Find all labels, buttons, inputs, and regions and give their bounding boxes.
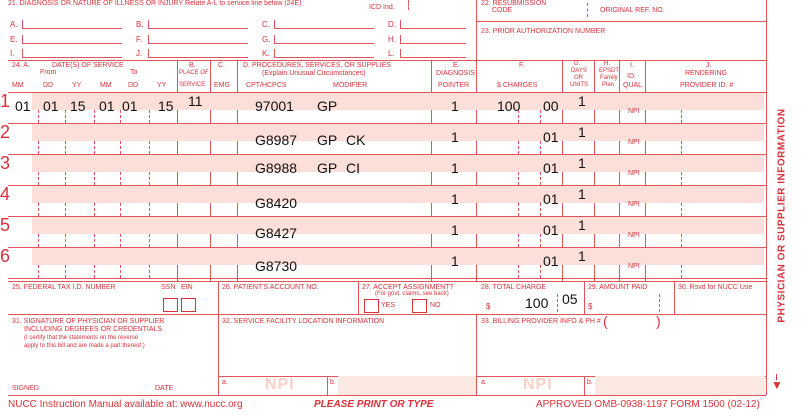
federal-tax-id-label: 25. FEDERAL TAX I.D. NUMBER	[12, 284, 116, 291]
row-dd1[interactable]: 01	[43, 98, 59, 114]
diag-letter-h: H.	[388, 35, 396, 44]
diag-field-l[interactable]	[400, 57, 466, 58]
diag-field-c[interactable]	[274, 28, 374, 29]
row-mod2[interactable]: CK	[346, 132, 366, 148]
ein-checkbox[interactable]	[181, 298, 196, 312]
row-pointer[interactable]: 1	[451, 222, 459, 238]
cpt-hcpcs-label: CPT/HCPCS	[246, 82, 287, 89]
rendering-provider-label: RENDERING	[685, 70, 728, 77]
billing-33b-field[interactable]	[595, 376, 765, 395]
row-pointer[interactable]: 1	[451, 160, 459, 176]
diag-letter-f: F.	[136, 35, 143, 44]
emg-label: EMG	[214, 82, 230, 89]
row-num: 3	[0, 153, 11, 173]
diagnosis-label: 21. DIAGNOSIS OR NATURE OF ILLNESS OR INJURY Relate A-L to service line below (24E)	[8, 0, 302, 7]
print-or-type-text: PLEASE PRINT OR TYPE	[314, 399, 434, 410]
row-mm2[interactable]: 01	[99, 98, 115, 114]
row-cpt[interactable]: G8987	[255, 132, 298, 148]
ssn-label: SSN	[161, 284, 176, 291]
row-pointer[interactable]: 1	[451, 129, 459, 145]
row-num: 1	[0, 91, 11, 111]
row-npi: NPI	[628, 232, 640, 239]
row-units[interactable]: 1	[578, 186, 586, 202]
row-cpt[interactable]: 97001	[255, 98, 294, 114]
row-pointer[interactable]: 1	[451, 191, 459, 207]
diag-field-j[interactable]	[148, 57, 248, 58]
row-cents[interactable]: 01	[543, 129, 559, 145]
row-cpt[interactable]: G8730	[255, 258, 298, 274]
diag-field-g[interactable]	[274, 43, 374, 44]
row-cpt[interactable]: G8988	[255, 160, 298, 176]
row-npi: NPI	[628, 263, 640, 270]
row-npi: NPI	[628, 201, 640, 208]
date-label: DATE	[155, 385, 174, 392]
row-num: 5	[0, 215, 11, 235]
modifier-label: MODIFIER	[333, 82, 368, 89]
resubmission-code-label: CODE	[492, 7, 513, 14]
diag-letter-l: L.	[388, 49, 395, 58]
row-npi: NPI	[628, 170, 640, 177]
diag-letter-a: A.	[10, 20, 18, 29]
row-mm1[interactable]: 01	[15, 98, 31, 114]
facility-32b-field[interactable]	[338, 376, 476, 395]
diag-letter-c: C.	[262, 20, 270, 29]
total-charge-value[interactable]: 100	[525, 295, 549, 311]
shaded-band	[32, 248, 764, 265]
shaded-band	[32, 217, 764, 234]
row-mod1[interactable]: GP	[317, 160, 338, 176]
days-units-label: DAYS	[571, 68, 587, 74]
row-yy1[interactable]: 15	[70, 98, 86, 114]
row-cpt[interactable]: G8420	[255, 195, 298, 211]
resubmission-label: 22. RESUBMISSION	[481, 0, 547, 7]
diag-letter-g: G.	[262, 35, 271, 44]
row-pos[interactable]: 11	[188, 93, 203, 109]
ein-label: EIN	[181, 284, 193, 291]
prior-auth-label: 23. PRIOR AUTHORIZATION NUMBER	[481, 28, 606, 35]
row-cents[interactable]: 01	[543, 160, 559, 176]
diag-field-k[interactable]	[274, 57, 374, 58]
patient-account-label: 26. PATIENT'S ACCOUNT NO.	[222, 284, 319, 291]
row-mod2[interactable]: CI	[346, 160, 360, 176]
row-num: 4	[0, 184, 11, 204]
diagnosis-pointer-label: DIAGNOSIS	[436, 70, 475, 77]
row-units[interactable]: 1	[578, 155, 586, 171]
row-cents[interactable]: 01	[543, 222, 559, 238]
rsvd-nucc-label: 30. Rsvd for NUCC Use	[678, 284, 753, 291]
shaded-band	[32, 186, 764, 203]
omb-approval-text: APPROVED OMB-0938-1197 FORM 1500 (02-12)	[536, 399, 760, 410]
row-cents[interactable]: 01	[543, 253, 559, 269]
row-units[interactable]: 1	[578, 124, 586, 140]
row-units[interactable]: 1	[578, 217, 586, 233]
amount-paid-label: 29. AMOUNT PAID	[588, 284, 648, 291]
accept-assignment-label: 27. ACCEPT ASSIGNMENT?	[362, 284, 454, 291]
diag-field-h[interactable]	[400, 43, 466, 44]
npi-watermark-32a: NPI	[265, 376, 295, 393]
row-num: 6	[0, 246, 11, 266]
id-qual-label: ID.	[627, 73, 636, 80]
diag-letter-k: K.	[262, 49, 270, 58]
row-units[interactable]: 1	[578, 248, 586, 264]
row-pointer[interactable]: 1	[451, 253, 459, 269]
accept-yes-checkbox[interactable]	[364, 299, 379, 313]
row-num: 2	[0, 122, 11, 142]
dates-of-service-label: DATE(S) OF SERVICE	[52, 62, 124, 69]
npi-watermark-33a: NPI	[523, 376, 553, 393]
row-npi: NPI	[628, 139, 640, 146]
diag-letter-i: I.	[10, 49, 15, 58]
row-mod1[interactable]: GP	[317, 132, 338, 148]
original-ref-label: ORIGINAL REF. NO.	[600, 7, 665, 14]
diag-letter-e: E.	[10, 35, 18, 44]
prior-auth-field[interactable]	[480, 38, 760, 56]
row-cents[interactable]: 00	[543, 98, 559, 114]
shaded-band	[32, 124, 764, 141]
row-npi: NPI	[628, 108, 640, 115]
arrow-down-icon: ▼	[771, 378, 783, 392]
signed-label: SIGNED	[12, 385, 39, 392]
charges-label: $ CHARGES	[497, 82, 538, 89]
diag-field-e[interactable]	[22, 43, 122, 44]
billing-provider-label: 33. BILLING PROVIDER INFO & PH #	[481, 318, 601, 325]
nucc-manual-text: NUCC Instruction Manual available at: www.nucc.org	[8, 399, 243, 410]
total-charge-cents[interactable]: 05	[562, 291, 578, 307]
row-units[interactable]: 1	[578, 93, 586, 109]
diag-field-b[interactable]	[148, 28, 248, 29]
row-yy2[interactable]: 15	[158, 98, 174, 114]
diag-field-a[interactable]	[22, 28, 122, 29]
diag-letter-d: D.	[388, 20, 396, 29]
icd-ind-label: ICD Ind.	[369, 4, 395, 11]
procedures-label: D. PROCEDURES, SERVICES, OR SUPPLIES	[243, 62, 392, 69]
total-charge-label: 28. TOTAL CHARGE	[481, 284, 547, 291]
row-mod1[interactable]: GP	[317, 98, 338, 114]
diag-field-i[interactable]	[22, 57, 122, 58]
diag-field-d[interactable]	[400, 28, 466, 29]
row-cents[interactable]: 01	[543, 191, 559, 207]
row-dd2[interactable]: 01	[122, 98, 138, 114]
signature-label: 31. SIGNATURE OF PHYSICIAN OR SUPPLIER	[12, 318, 165, 325]
ssn-checkbox[interactable]	[163, 298, 178, 312]
diag-field-f[interactable]	[148, 43, 248, 44]
service-facility-label: 32. SERVICE FACILITY LOCATION INFORMATION	[222, 318, 385, 325]
place-of-service-label: PLACE OF	[179, 70, 209, 76]
row-cpt[interactable]: G8427	[255, 225, 298, 241]
shaded-band	[32, 155, 764, 172]
diag-letter-j: J.	[136, 49, 143, 58]
shaded-band	[32, 93, 764, 110]
diag-letter-b: B.	[136, 20, 144, 29]
accept-no-checkbox[interactable]	[412, 299, 427, 313]
epsdt-label: EPSDT	[599, 68, 620, 74]
side-label: PHYSICIAN OR SUPPLIER INFORMATION	[776, 108, 788, 323]
row-pointer[interactable]: 1	[451, 98, 459, 114]
icd-divider	[408, 0, 409, 10]
row-charge[interactable]: 100	[497, 98, 521, 114]
